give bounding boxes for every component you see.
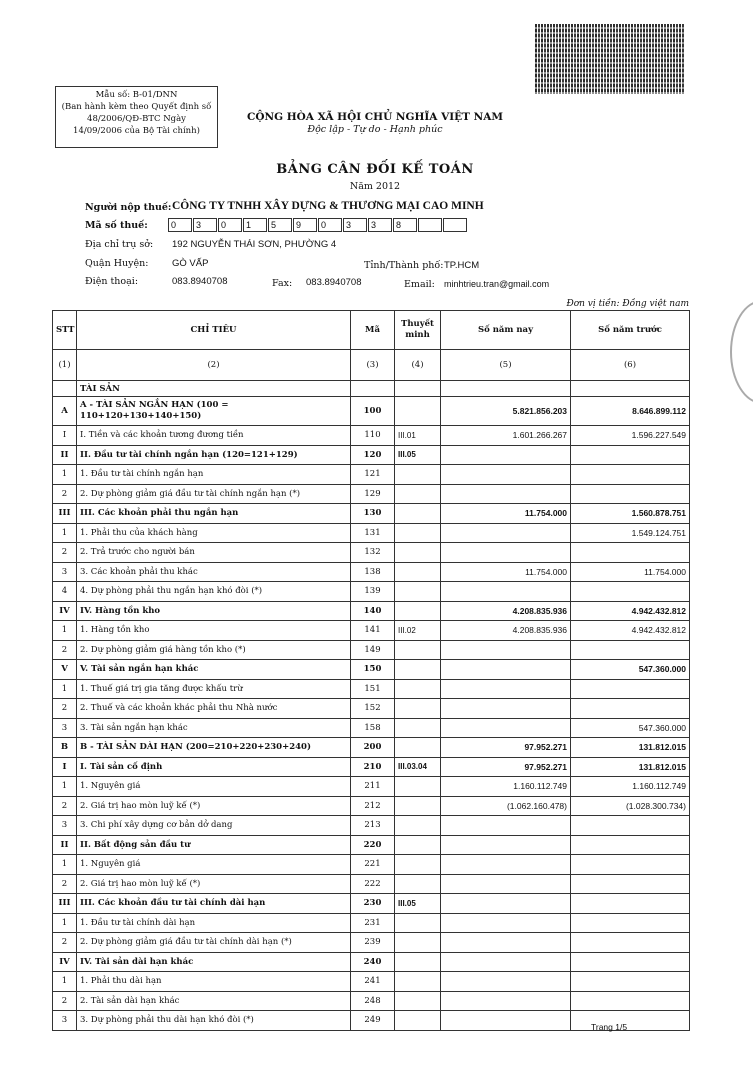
row-item: 3. Chi phí xây dựng cơ bản dở dang [77,816,351,836]
row-stt: 2 [53,796,77,816]
row-item: 2. Thuế và các khoản khác phải thu Nhà nước [77,699,351,719]
document-title: BẢNG CÂN ĐỐI KẾ TOÁN [276,162,474,177]
row-code: 212 [351,796,395,816]
index-4: (4) [395,350,441,381]
row-current-year [441,894,571,914]
index-1: (1) [53,350,77,381]
row-stt: 1 [53,777,77,797]
index-5: (5) [441,350,571,381]
row-note [395,679,441,699]
row-code: 110 [351,426,395,446]
row-stt: 3 [53,1011,77,1031]
table-row [53,445,690,465]
row-note [395,465,441,485]
row-current-year [441,381,571,397]
table-row [53,777,690,797]
row-note [395,484,441,504]
row-item: 3. Tài sản ngắn hạn khác [77,718,351,738]
row-item: 1. Nguyên giá [77,855,351,875]
row-current-year [441,699,571,719]
row-current-year [441,445,571,465]
table-row [53,913,690,933]
row-code: 152 [351,699,395,719]
row-current-year [441,816,571,836]
header-stt: STT [53,311,77,350]
page-number: Trang 1/5 [591,1022,628,1032]
row-note [395,504,441,524]
table-row [53,718,690,738]
row-note [395,562,441,582]
tax-code-digit: 9 [293,218,317,232]
row-current-year: 4.208.835.936 [441,621,571,641]
row-note [395,796,441,816]
table-row [53,796,690,816]
row-item: II. Bất động sản đầu tư [77,835,351,855]
row-previous-year [571,952,690,972]
row-code: 239 [351,933,395,953]
table-row [53,855,690,875]
row-previous-year: 11.754.000 [571,562,690,582]
row-current-year: 97.952.271 [441,738,571,758]
row-note [395,991,441,1011]
row-current-year: 5.821.856.203 [441,397,571,426]
row-note [395,601,441,621]
row-current-year: 4.208.835.936 [441,601,571,621]
table-row [53,504,690,524]
row-current-year [441,855,571,875]
row-code: 221 [351,855,395,875]
table-row [53,601,690,621]
address-value: 192 NGUYỄN THÁI SƠN, PHƯỜNG 4 [172,239,337,250]
row-item: II. Đầu tư tài chính ngắn hạn (120=121+129) [77,445,351,465]
row-code: 220 [351,835,395,855]
row-item: 1. Thuế giá trị gia tăng được khấu trừ [77,679,351,699]
table-row [53,660,690,680]
row-stt: 2 [53,484,77,504]
row-stt: 2 [53,640,77,660]
row-stt: 3 [53,816,77,836]
row-current-year [441,543,571,563]
tax-code-label: Mã số thuế: [85,220,148,231]
country-name: CỘNG HÒA XÃ HỘI CHỦ NGHĨA VIỆT NAM [247,111,503,123]
row-item: 2. Giá trị hao mòn luỹ kế (*) [77,796,351,816]
row-stt: A [53,397,77,426]
row-previous-year [571,465,690,485]
form-decision: (Ban hành kèm theo Quyết định số [61,102,212,112]
row-stt: 4 [53,582,77,602]
row-item: 2. Trả trước cho người bán [77,543,351,563]
row-note [395,933,441,953]
table-row [53,816,690,836]
row-previous-year [571,991,690,1011]
row-code: 210 [351,757,395,777]
row-note [395,855,441,875]
row-previous-year [571,874,690,894]
row-current-year: 97.952.271 [441,757,571,777]
row-code: 129 [351,484,395,504]
form-reference-box [55,86,218,148]
row-code: 120 [351,445,395,465]
row-item: I. Tiền và các khoản tương đương tiền [77,426,351,446]
tax-code-digit: 1 [243,218,267,232]
row-previous-year [571,381,690,397]
row-item: 2. Dự phòng giảm giá đầu tư tài chính ngắn hạn (*) [77,484,351,504]
row-item: IV. Hàng tồn kho [77,601,351,621]
row-item: I. Tài sản cố định [77,757,351,777]
row-previous-year: (1.028.300.734) [571,796,690,816]
table-row [53,484,690,504]
row-code: 131 [351,523,395,543]
row-note [395,660,441,680]
row-note: III.05 [395,894,441,914]
row-previous-year [571,855,690,875]
row-note [395,874,441,894]
row-previous-year: 8.646.899.112 [571,397,690,426]
row-current-year: 1.160.112.749 [441,777,571,797]
tax-code-digit [418,218,442,232]
row-code: 140 [351,601,395,621]
row-item: V. Tài sản ngắn hạn khác [77,660,351,680]
row-stt: 1 [53,679,77,699]
tax-code-digit: 8 [393,218,417,232]
row-previous-year [571,543,690,563]
index-2: (2) [77,350,351,381]
tax-code-digit: 0 [318,218,342,232]
row-stt: 1 [53,621,77,641]
row-previous-year: 1.560.878.751 [571,504,690,524]
table-row [53,465,690,485]
row-stt: III [53,894,77,914]
table-row [53,397,690,426]
table-row [53,699,690,719]
row-stt: 2 [53,933,77,953]
row-stt: IV [53,952,77,972]
row-current-year [441,484,571,504]
row-stt: 3 [53,562,77,582]
row-note [395,582,441,602]
row-code: 121 [351,465,395,485]
row-current-year [441,718,571,738]
row-note: III.05 [395,445,441,465]
table-row [53,972,690,992]
row-previous-year: 4.942.432.812 [571,601,690,621]
row-note [395,952,441,972]
row-previous-year [571,972,690,992]
row-code: 150 [351,660,395,680]
row-previous-year [571,445,690,465]
row-stt: I [53,757,77,777]
row-item: III. Các khoản phải thu ngắn hạn [77,504,351,524]
row-code: 211 [351,777,395,797]
table-row [53,933,690,953]
tax-code-digit: 3 [368,218,392,232]
row-code: 200 [351,738,395,758]
row-item: 1. Phải thu của khách hàng [77,523,351,543]
fax-label: Fax: [272,278,293,289]
row-code: 100 [351,397,395,426]
row-previous-year [571,1011,690,1031]
row-previous-year: 547.360.000 [571,660,690,680]
row-previous-year [571,679,690,699]
row-stt: B [53,738,77,758]
row-note [395,777,441,797]
table-row [53,381,690,397]
row-stt: 1 [53,855,77,875]
table-row [53,952,690,972]
row-previous-year: 547.360.000 [571,718,690,738]
row-previous-year [571,816,690,836]
row-code: 138 [351,562,395,582]
row-item: 1. Đầu tư tài chính dài hạn [77,913,351,933]
table-row [53,835,690,855]
row-note [395,738,441,758]
table-body [53,381,690,1031]
row-code: 249 [351,1011,395,1031]
row-previous-year: 131.812.015 [571,757,690,777]
row-item: TÀI SẢN [77,381,351,397]
row-current-year [441,933,571,953]
row-current-year [441,874,571,894]
tax-code-digit: 0 [218,218,242,232]
row-current-year [441,523,571,543]
row-note [395,913,441,933]
phone-label: Điện thoại: [85,276,139,287]
row-stt: 1 [53,972,77,992]
table-row [53,874,690,894]
row-current-year [441,582,571,602]
row-item: 2. Tài sản dài hạn khác [77,991,351,1011]
row-code: 158 [351,718,395,738]
table-row [53,523,690,543]
row-previous-year [571,582,690,602]
tax-code-digit: 5 [268,218,292,232]
table-row [53,757,690,777]
row-code: 248 [351,991,395,1011]
currency-unit: Đơn vị tiền: Đồng việt nam [566,299,689,309]
row-stt: 3 [53,718,77,738]
table-row [53,543,690,563]
row-previous-year: 1.596.227.549 [571,426,690,446]
row-stt: 2 [53,991,77,1011]
report-year: Năm 2012 [349,181,401,192]
fax-value: 083.8940708 [306,277,362,288]
table-row [53,640,690,660]
row-current-year [441,835,571,855]
tax-code-digit [443,218,467,232]
national-motto: Độc lập - Tự do - Hạnh phúc [307,124,443,135]
row-code: 230 [351,894,395,914]
table-row [53,426,690,446]
index-3: (3) [351,350,395,381]
row-current-year [441,952,571,972]
table-row [53,621,690,641]
tax-code-digit: 3 [343,218,367,232]
row-note: III.03.04 [395,757,441,777]
row-item: 2. Dự phòng giảm giá hàng tồn kho (*) [77,640,351,660]
row-code: 141 [351,621,395,641]
company-name: CÔNG TY TNHH XÂY DỰNG & THƯƠNG MẠI CAO MINH [172,200,484,212]
row-previous-year: 131.812.015 [571,738,690,758]
row-item: A - TÀI SẢN NGẮN HẠN (100 = 110+120+130+140+150) [77,397,351,426]
row-note [395,523,441,543]
table-row [53,679,690,699]
row-current-year [441,679,571,699]
row-current-year [441,913,571,933]
row-code: 231 [351,913,395,933]
row-current-year: 11.754.000 [441,504,571,524]
row-stt: 2 [53,874,77,894]
row-item: B - TÀI SẢN DÀI HẠN (200=210+220+230+240) [77,738,351,758]
row-note [395,835,441,855]
table-row [53,738,690,758]
header-note: Thuyết minh [395,311,441,350]
row-stt: II [53,445,77,465]
row-previous-year: 1.549.124.751 [571,523,690,543]
header-previous-year: Số năm trước [571,311,690,350]
row-code: 240 [351,952,395,972]
row-current-year [441,972,571,992]
row-note [395,543,441,563]
table-row [53,991,690,1011]
row-code [351,381,395,397]
row-note [395,1011,441,1031]
email-value: minhtrieu.tran@gmail.com [444,279,550,289]
row-note: III.02 [395,621,441,641]
row-code: 149 [351,640,395,660]
row-current-year: 11.754.000 [441,562,571,582]
district-label: Quận Huyện: [85,258,149,269]
row-note [395,397,441,426]
row-note [395,718,441,738]
row-previous-year [571,835,690,855]
row-previous-year: 1.160.112.749 [571,777,690,797]
table-row [53,582,690,602]
row-item: 1. Nguyên giá [77,777,351,797]
row-code: 213 [351,816,395,836]
district-value: GÒ VẤP [172,258,209,269]
table-row [53,894,690,914]
table-row [53,562,690,582]
row-stt: I [53,426,77,446]
form-number: Mẫu số: B-01/DNN [95,90,178,100]
row-stt: 1 [53,465,77,485]
row-previous-year [571,640,690,660]
row-item: 4. Dự phòng phải thu ngắn hạn khó đòi (*) [77,582,351,602]
row-stt: 2 [53,699,77,719]
row-stt: V [53,660,77,680]
row-current-year [441,660,571,680]
email-label: Email: [404,279,435,290]
row-previous-year [571,484,690,504]
row-code: 130 [351,504,395,524]
city-value: TP.HCM [444,260,480,271]
row-current-year [441,1011,571,1031]
tax-code-digit: 0 [168,218,192,232]
row-note [395,972,441,992]
form-decision-date: 14/09/2006 của Bộ Tài chính) [73,126,200,136]
row-previous-year: 4.942.432.812 [571,621,690,641]
row-code: 222 [351,874,395,894]
row-item: III. Các khoản đầu tư tài chính dài hạn [77,894,351,914]
row-item: 2. Dự phòng giảm giá đầu tư tài chính dài hạn (*) [77,933,351,953]
row-item: 1. Hàng tồn kho [77,621,351,641]
phone-value: 083.8940708 [172,276,228,287]
row-current-year: 1.601.266.267 [441,426,571,446]
address-label: Địa chỉ trụ sở: [85,239,154,250]
barcode-overlay [535,24,685,94]
header-row [53,311,690,350]
header-code: Mã [351,311,395,350]
row-stt: 2 [53,543,77,563]
row-code: 132 [351,543,395,563]
row-item: 1. Phải thu dài hạn [77,972,351,992]
row-previous-year [571,699,690,719]
form-decision-number: 48/2006/QĐ-BTC Ngày [87,114,186,124]
balance-sheet-table [52,310,690,1031]
header-current-year: Số năm nay [441,311,571,350]
row-item: 2. Giá trị hao mòn luỹ kế (*) [77,874,351,894]
row-note [395,381,441,397]
row-current-year [441,640,571,660]
row-note [395,699,441,719]
row-code: 139 [351,582,395,602]
row-item: 1. Đầu tư tài chính ngắn hạn [77,465,351,485]
row-item: 3. Dự phòng phải thu dài hạn khó đòi (*) [77,1011,351,1031]
row-code: 241 [351,972,395,992]
header-item: CHỈ TIÊU [77,311,351,350]
row-note [395,640,441,660]
row-stt: II [53,835,77,855]
city-label: Tỉnh/Thành phố: [364,260,444,271]
row-code: 151 [351,679,395,699]
index-row [53,350,690,381]
row-item: 3. Các khoản phải thu khác [77,562,351,582]
row-previous-year [571,913,690,933]
row-stt: 1 [53,913,77,933]
index-6: (6) [571,350,690,381]
row-item: IV. Tài sản dài hạn khác [77,952,351,972]
row-stt: IV [53,601,77,621]
row-note [395,816,441,836]
row-current-year [441,991,571,1011]
row-stt: 1 [53,523,77,543]
row-note: III.01 [395,426,441,446]
tax-code-digit: 3 [193,218,217,232]
row-previous-year [571,894,690,914]
stamp-seal [730,300,753,404]
taxpayer-label: Người nộp thuế: [85,202,172,213]
row-stt: III [53,504,77,524]
row-stt [53,381,77,397]
row-current-year: (1.062.160.478) [441,796,571,816]
row-previous-year [571,933,690,953]
row-current-year [441,465,571,485]
